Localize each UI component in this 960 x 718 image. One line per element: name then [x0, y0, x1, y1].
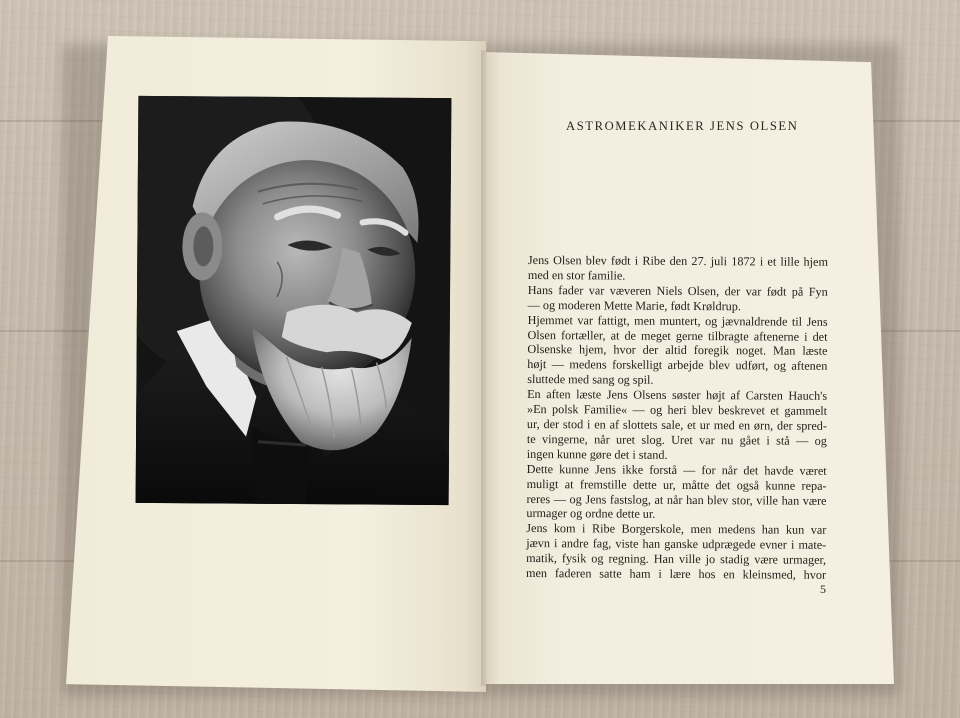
text-line: En aften læste Jens Olsens søster højt af Carsten Hauch's: [527, 387, 828, 403]
text-line: muligt at fremstille dette ur, måtte det også kunne repa-: [526, 476, 827, 493]
running-title: ASTROMEKANIKER JENS OLSEN: [566, 119, 799, 133]
text-line: te vingerne, når uret slog. Uret var nu gået i stå — og: [526, 431, 827, 448]
text-line: sluttede med sang og spil.: [527, 372, 654, 388]
text-line: Olsenske hjem, hvor der altid foregik noget. Man læste: [527, 342, 828, 359]
text-line: Dette kunne Jens ikke forstå — for når det havde været: [526, 461, 827, 478]
text-line: »En polsk Familie« — og heri blev beskrevet et gammelt: [527, 402, 828, 418]
text-line: matik, fysik og regning. Han ville jo stadig være urmager,: [526, 551, 827, 567]
text-line: højt — medens forskelligt arbejde blev udført, og aftenen: [527, 357, 828, 374]
text-line: men faderen satte ham i lære hos en kleinsmed, hvor: [526, 566, 827, 582]
text-line: Hjemmet var fattigt, men muntert, og jævnaldrende til Jens: [527, 312, 828, 329]
text-line: Hans fader var væveren Niels Olsen, der var født på Fyn: [527, 282, 828, 299]
text-line: med en stor familie.: [527, 267, 626, 283]
text-line: — og moderen Mette Marie, født Krøldrup.: [527, 297, 741, 314]
text-line: ingen kunne gøre det i stand.: [526, 446, 668, 462]
body-text: [526, 253, 828, 583]
text-line: reres — og Jens fastslog, at når han blev stor, ville han være: [526, 491, 827, 508]
text-line: jævn i andre fag, viste han ganske udprægede evner i mate-: [526, 536, 827, 553]
text-line: ur, der stod i en af slottets sale, et ur med en ørn, der spred-: [526, 416, 827, 433]
text-line: urmager og ordne dette ur.: [526, 506, 656, 522]
page-number: 5: [820, 582, 826, 596]
book-gutter: [481, 50, 487, 686]
text-line: Jens Olsen blev født i Ribe den 27. juli 1872 i et lille hjem: [527, 253, 828, 269]
portrait-photo-icon: [136, 96, 452, 505]
portrait-photo: [136, 96, 452, 505]
text-line: Jens kom i Ribe Borgerskole, men medens han kun var: [526, 521, 827, 538]
text-line: Olsen fortæller, at de meget gerne tilbragte aftenerne i det: [527, 327, 828, 344]
